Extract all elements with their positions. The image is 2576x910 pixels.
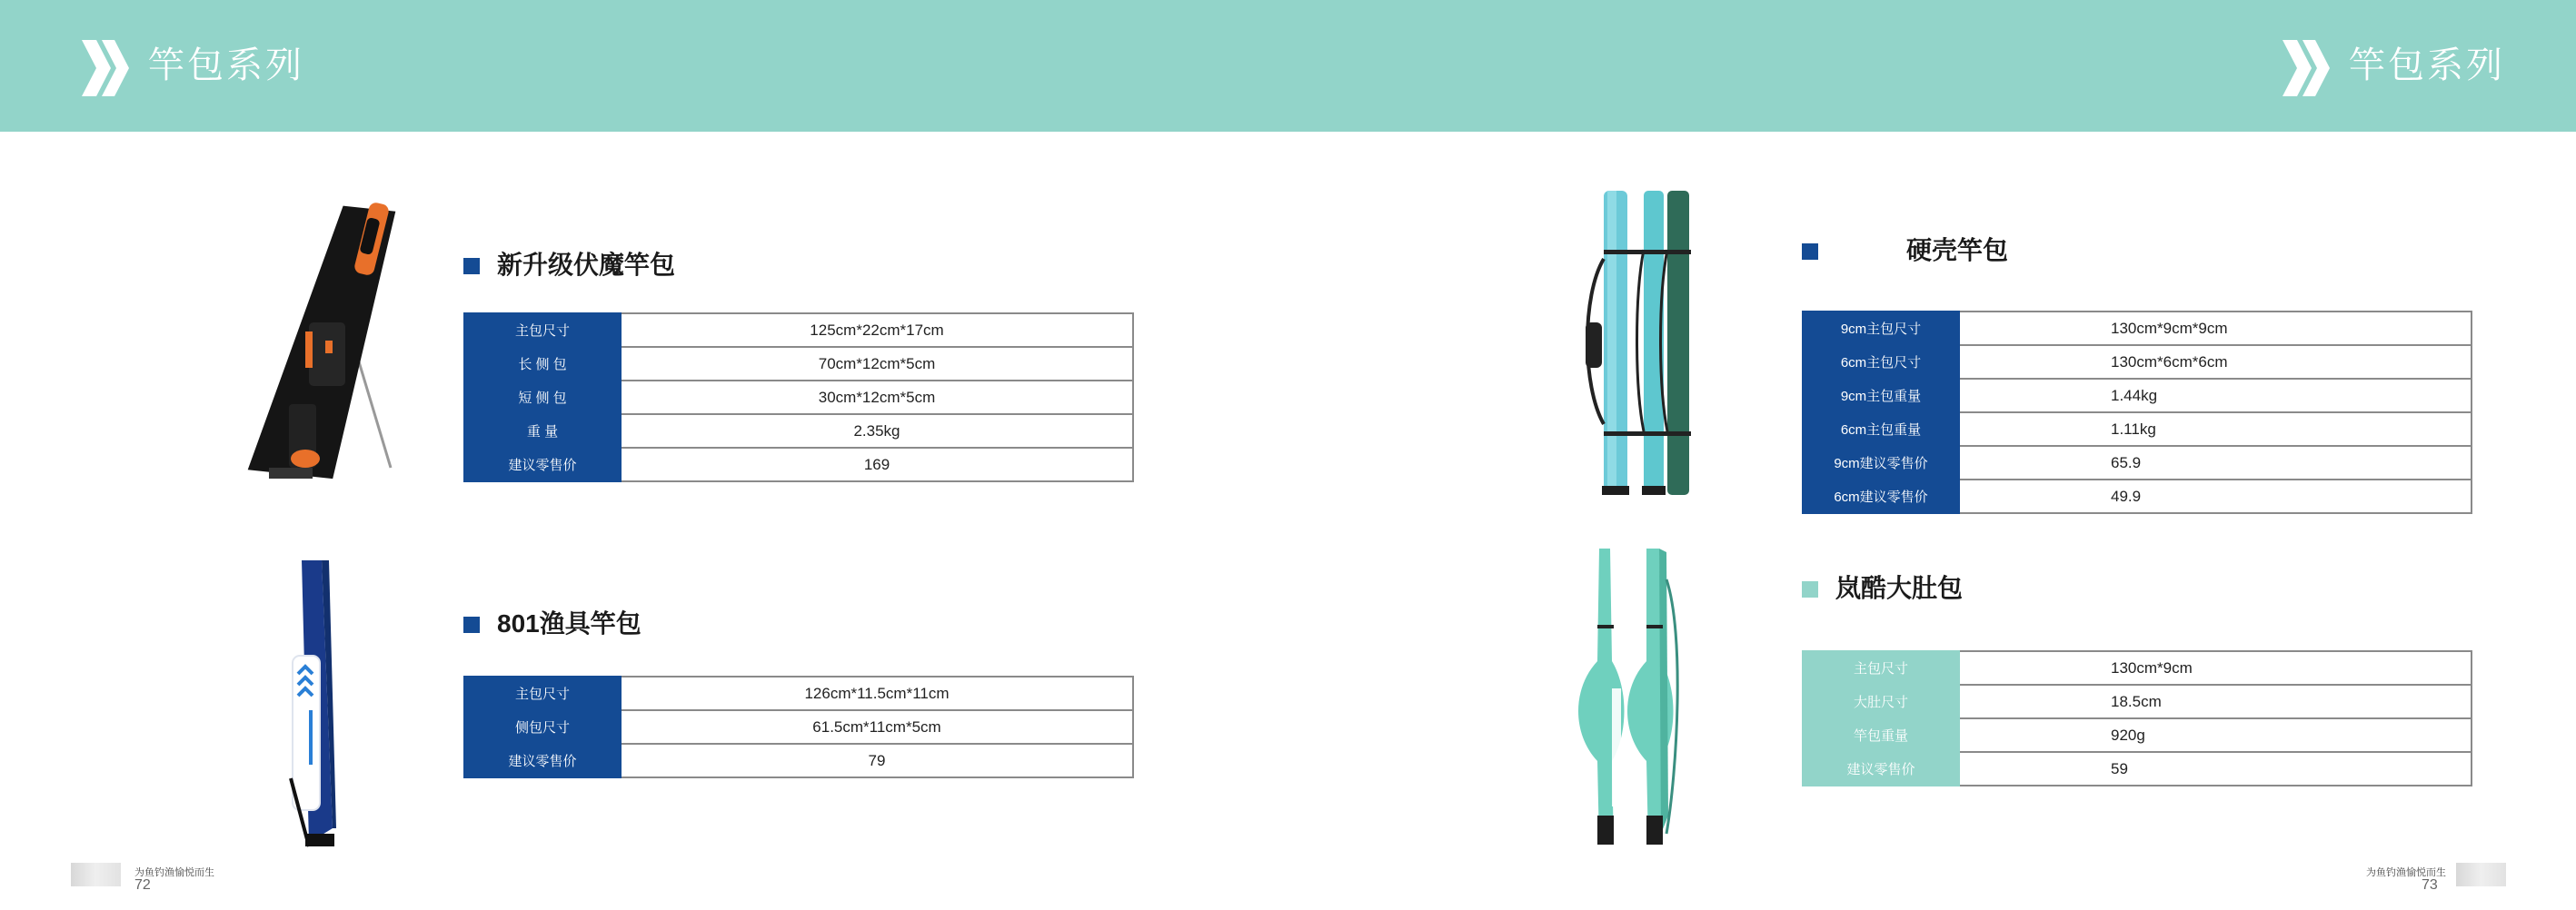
table-row — [1803, 685, 2472, 718]
spec-label: 侧包尺寸 — [464, 710, 621, 744]
spec-label: 建议零售价 — [464, 448, 621, 481]
section-marker — [1802, 581, 1818, 598]
spec-value: 169 — [621, 448, 1133, 481]
table-row — [464, 414, 1133, 448]
hard-shell-rod-bag-image — [1576, 186, 1713, 500]
spec-label: 长 侧 包 — [464, 347, 621, 381]
table-row — [464, 677, 1133, 710]
belly-rod-bag-image — [1565, 543, 1701, 852]
rod-bag-801-image — [282, 556, 354, 848]
table-row — [1803, 480, 2472, 513]
double-chevron-icon — [82, 40, 133, 96]
spec-label: 6cm主包重量 — [1803, 412, 1959, 446]
spec-table-801 — [463, 676, 1134, 778]
spec-value: 18.5cm — [1959, 685, 2472, 718]
product-title: 硬壳竿包 — [1906, 236, 2009, 264]
table-row — [464, 448, 1133, 481]
product-title: 新升级伏魔竿包 — [497, 251, 676, 279]
spec-label: 竿包重量 — [1803, 718, 1959, 752]
table-row — [464, 744, 1133, 777]
spec-label: 建议零售价 — [464, 744, 621, 777]
spec-value: 59 — [1959, 752, 2472, 786]
spec-table-hard-shell — [1802, 311, 2472, 514]
page-number: 73 — [2422, 877, 2438, 893]
table-row — [464, 313, 1133, 347]
section-marker — [463, 617, 480, 633]
spec-value: 49.9 — [1959, 480, 2472, 513]
table-row — [1803, 345, 2472, 379]
spec-table-belly-bag — [1802, 650, 2472, 786]
spec-value: 1.44kg — [1959, 379, 2472, 412]
spec-value: 2.35kg — [621, 414, 1133, 448]
table-row — [1803, 651, 2472, 685]
spec-value: 61.5cm*11cm*5cm — [621, 710, 1133, 744]
section-marker — [463, 258, 480, 274]
spec-value: 126cm*11.5cm*11cm — [621, 677, 1133, 710]
spec-label: 6cm建议零售价 — [1803, 480, 1959, 513]
spec-value: 130cm*6cm*6cm — [1959, 345, 2472, 379]
table-row — [464, 710, 1133, 744]
spec-label: 主包尺寸 — [1803, 651, 1959, 685]
spec-label: 9cm建议零售价 — [1803, 446, 1959, 480]
spec-value: 130cm*9cm*9cm — [1959, 312, 2472, 345]
left-page-title: 竿包系列 — [148, 45, 304, 85]
spec-value: 920g — [1959, 718, 2472, 752]
table-row — [1803, 752, 2472, 786]
header-banner — [0, 0, 2576, 132]
table-row — [1803, 446, 2472, 480]
rod-bag-stand-image — [245, 195, 400, 486]
footer-logo — [2456, 863, 2506, 886]
product-title: 801渔具竿包 — [497, 609, 642, 638]
right-page-title: 竿包系列 — [2349, 45, 2505, 85]
table-row — [1803, 412, 2472, 446]
product-title: 岚酷大肚包 — [1835, 574, 1964, 602]
table-row — [464, 381, 1133, 414]
spec-value: 125cm*22cm*17cm — [621, 313, 1133, 347]
spec-label: 短 侧 包 — [464, 381, 621, 414]
spec-value: 130cm*9cm — [1959, 651, 2472, 685]
table-row — [1803, 718, 2472, 752]
section-marker — [1802, 243, 1818, 260]
spec-value: 1.11kg — [1959, 412, 2472, 446]
double-chevron-icon — [2283, 40, 2333, 96]
spec-label: 大肚尺寸 — [1803, 685, 1959, 718]
table-row — [1803, 312, 2472, 345]
spec-label: 9cm主包尺寸 — [1803, 312, 1959, 345]
spec-label: 主包尺寸 — [464, 677, 621, 710]
footer-caption: 为鱼钓渔愉悦而生 — [2366, 867, 2446, 878]
table-row — [1803, 379, 2472, 412]
spec-value: 70cm*12cm*5cm — [621, 347, 1133, 381]
spec-label: 主包尺寸 — [464, 313, 621, 347]
spec-value: 65.9 — [1959, 446, 2472, 480]
page-number: 72 — [134, 877, 151, 893]
table-row — [464, 347, 1133, 381]
spec-label: 建议零售价 — [1803, 752, 1959, 786]
spec-value: 30cm*12cm*5cm — [621, 381, 1133, 414]
spec-value: 79 — [621, 744, 1133, 777]
footer-caption: 为鱼钓渔愉悦而生 — [134, 867, 214, 878]
footer-logo — [71, 863, 121, 886]
spec-table-fumo — [463, 312, 1134, 482]
spec-label: 重 量 — [464, 414, 621, 448]
spec-label: 6cm主包尺寸 — [1803, 345, 1959, 379]
spec-label: 9cm主包重量 — [1803, 379, 1959, 412]
